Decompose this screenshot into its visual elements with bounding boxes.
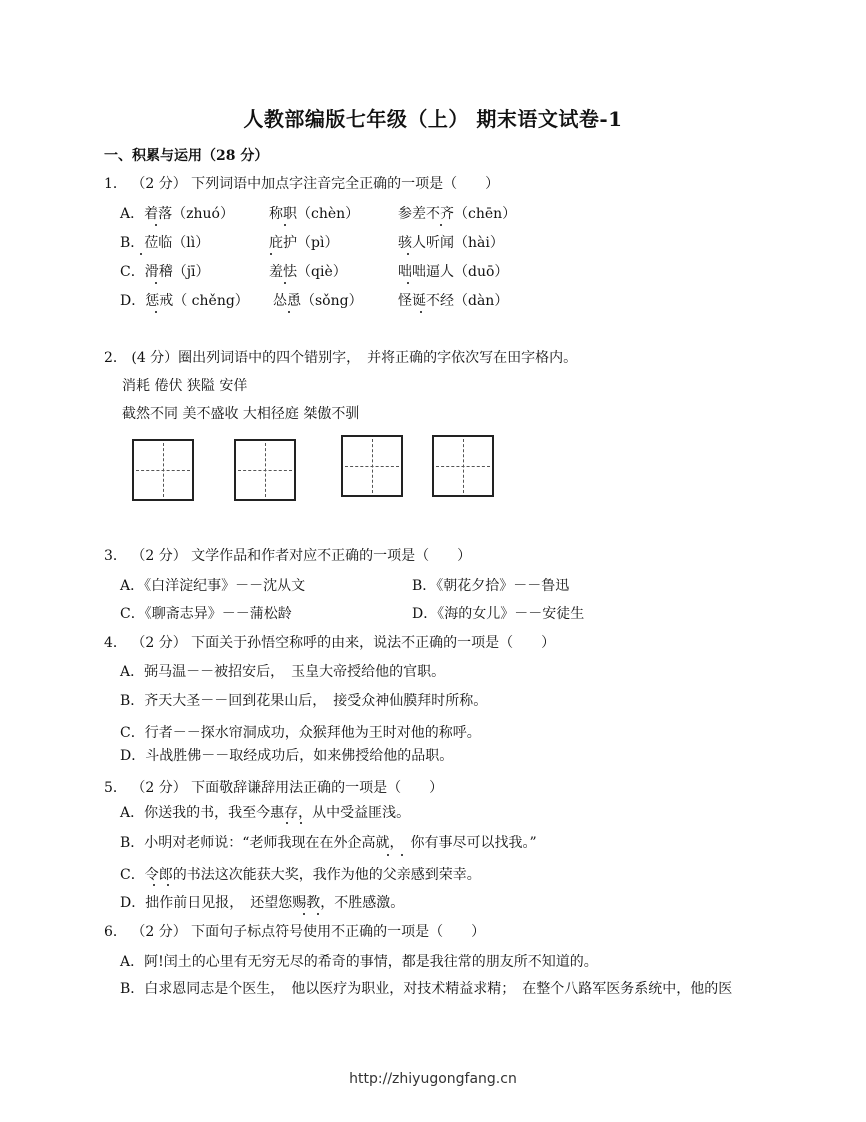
tianzige-box-1[interactable] xyxy=(132,439,194,501)
q1-option-b-3: 骇人听闻（hài） xyxy=(398,235,504,251)
q1-option-c-1: C．滑稽（jī） xyxy=(120,264,210,280)
q3-option-a: A．《白洋淀纪事》－－沈从文 xyxy=(120,578,306,594)
page-title: 人教部编版七年级（上） 期末语文试卷-1 xyxy=(243,107,623,131)
emphasis-dot xyxy=(284,282,286,284)
q1-option-b-2: 庇护（pì） xyxy=(269,235,339,251)
q4-option-a: A．弼马温－－被招安后， 玉皇大帝授给他的官职。 xyxy=(120,664,446,680)
q1-option-c-2: 羞怯（qiè） xyxy=(269,264,347,280)
emphasis-dot xyxy=(440,224,442,226)
question-2-stem: 2． (4 分）圈出列词语中的四个错别字， 并将正确的字依次写在田字格内。 xyxy=(104,350,578,366)
q5-option-b: B．小明对老师说：“老师我现在在外企高就， 你有事尽可以找我。” xyxy=(120,835,537,851)
emphasis-dot xyxy=(155,224,157,226)
q3-option-b: B．《朝花夕拾》－－鲁迅 xyxy=(412,578,570,594)
emphasis-dot xyxy=(407,253,409,255)
tianzige-box-3[interactable] xyxy=(341,435,403,497)
q2-word-line-2: 截然不同 美不盛收 大相径庭 桀傲不驯 xyxy=(122,406,360,422)
emphasis-dot xyxy=(407,282,409,284)
emphasis-dot xyxy=(286,822,288,824)
emphasis-dot xyxy=(270,253,272,255)
q1-option-d-3: 怪诞不经（dàn） xyxy=(398,293,509,309)
q5-option-d: D．拙作前日见报， 还望您赐教，不胜感激。 xyxy=(120,895,405,911)
section-heading: 一、积累与运用（28 分） xyxy=(104,148,269,164)
emphasis-dot xyxy=(155,311,157,313)
emphasis-dot xyxy=(401,854,403,856)
q1-option-d-2: 怂恿（sǒng） xyxy=(273,293,363,309)
q4-option-d: D．斗战胜佛－－取经成功后，如来佛授给他的品职。 xyxy=(120,748,454,764)
question-5-stem: 5． （2 分） 下面敬辞谦辞用法正确的一项是（ ） xyxy=(104,780,444,796)
q1-option-b-1: B．莅临（lì） xyxy=(120,235,210,251)
tianzige-box-4[interactable] xyxy=(432,435,494,497)
q4-option-c: C．行者－－探水帘洞成功，众猴拜他为王时对他的称呼。 xyxy=(120,725,481,741)
emphasis-dot xyxy=(167,884,169,886)
emphasis-dot xyxy=(420,311,422,313)
emphasis-dot xyxy=(288,311,290,313)
q6-option-b: B．白求恩同志是个医生， 他以医疗为职业，对技术精益求精； 在整个八路军医务系统中，他的医 xyxy=(120,981,733,997)
tianzige-box-2[interactable] xyxy=(234,439,296,501)
q1-option-c-3: 咄咄逼人（duō） xyxy=(398,264,509,280)
q5-option-c: C．令郎的书法这次能获大奖，我作为他的父亲感到荣幸。 xyxy=(120,867,481,883)
q3-option-d: D．《海的女儿》－－安徒生 xyxy=(412,606,585,622)
emphasis-dot xyxy=(155,282,157,284)
q1-option-d-1: D．惩戒（ chěng） xyxy=(120,293,249,309)
emphasis-dot xyxy=(284,224,286,226)
question-3-stem: 3． （2 分） 文学作品和作者对应不正确的一项是（ ） xyxy=(104,548,472,564)
q2-word-line-1: 消耗 倦伏 狭隘 安佯 xyxy=(122,378,248,394)
emphasis-dot xyxy=(387,854,389,856)
q1-option-a-3: 参差不齐（chēn） xyxy=(398,206,517,222)
emphasis-dot xyxy=(153,884,155,886)
q1-option-a-1: A．着落（zhuó） xyxy=(120,206,234,222)
emphasis-dot xyxy=(300,822,302,824)
footer-link[interactable]: http://zhiyugongfang.cn xyxy=(349,1071,517,1087)
question-4-stem: 4． （2 分） 下面关于孙悟空称呼的由来，说法不正确的一项是（ ） xyxy=(104,635,556,651)
emphasis-dot xyxy=(140,253,142,255)
question-6-stem: 6． （2 分） 下面句子标点符号使用不正确的一项是（ ） xyxy=(104,924,486,940)
q6-option-a: A．阿!闰土的心里有无穷无尽的希奇的事情，都是我往常的朋友所不知道的。 xyxy=(120,954,598,970)
question-1-stem: 1． （2 分） 下列词语中加点字注音完全正确的一项是（ ） xyxy=(104,176,500,192)
q3-option-c: C．《聊斋志异》－－蒲松龄 xyxy=(120,606,292,622)
q5-option-a: A．你送我的书，我至今惠存，从中受益匪浅。 xyxy=(120,805,411,821)
emphasis-dot xyxy=(317,913,319,915)
q1-option-a-2: 称职（chèn） xyxy=(269,206,360,222)
q4-option-b: B．齐天大圣－－回到花果山后， 接受众神仙膜拜时所称。 xyxy=(120,693,488,709)
emphasis-dot xyxy=(303,913,305,915)
